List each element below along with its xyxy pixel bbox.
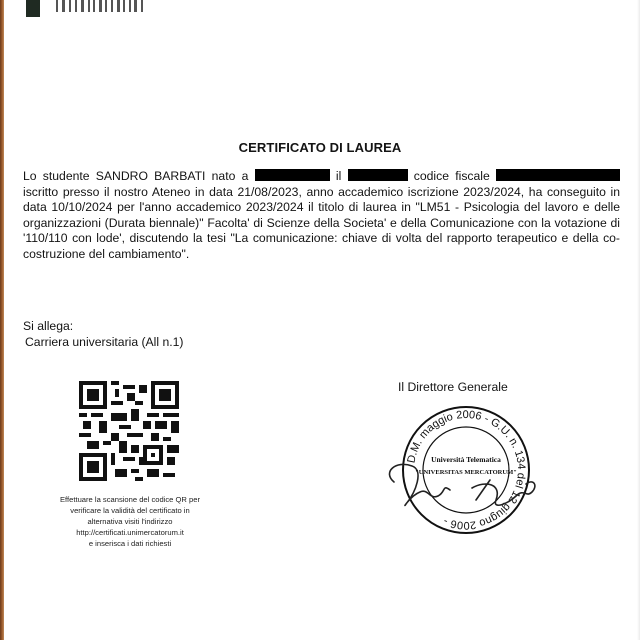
- qr-caption: [22, 494, 238, 549]
- stamp-outer-text: D.M. maggio 2006 - G.U. n. 134 del 12 giugno 2006 -: [405, 408, 528, 532]
- qr-code: [79, 381, 179, 481]
- redacted-birthplace: [255, 169, 330, 181]
- body-text-part: iscritto presso il nostro Ateneo in data 21/08/2023, anno accademico iscrizione 2023/2024, ha conseguito in data 10/10/2024 per l'anno accademico 2023/2024 il titolo di laurea in "LM51 - Psicologia del lavoro e delle organizzazioni (Durata biennale)" Facolta' di Scienze della Societa' e della Comunicazione con la votazione di '110/110 con lode', discutendo la tesi "La comunicazione: chiave di volta del rapporto terapeutico e della co-costruzione del cambiamento".: [23, 184, 620, 261]
- stamp-inner-line1: Università Telematica: [431, 455, 501, 464]
- verification-url: http://certificati.unimercatorum.it: [76, 528, 184, 537]
- barcode: [56, 0, 150, 12]
- qr-caption-line: alternativa visiti l'indirizzo: [87, 517, 173, 526]
- attachments: [23, 318, 184, 350]
- body-text-part: codice fiscale: [407, 169, 497, 183]
- certificate-body: [23, 169, 620, 262]
- redacted-birth-date: [348, 169, 408, 181]
- qr-caption-line: verificare la validità del certificato in: [70, 506, 190, 515]
- stamp-inner-line2: "UNIVERSITAS MERCATORUM": [415, 469, 517, 476]
- attachments-heading: Si allega:: [23, 319, 74, 333]
- body-text-part: Lo studente SANDRO BARBATI nato a: [23, 169, 255, 183]
- redacted-tax-code: [496, 169, 620, 181]
- qr-caption-line: Effettuare la scansione del codice QR per: [59, 495, 200, 504]
- photo-stub: [26, 0, 40, 17]
- qr-caption-line: e inserisca i dati richiesti: [88, 539, 172, 548]
- background-edge: [0, 0, 4, 640]
- document-title: CERTIFICATO DI LAUREA: [238, 140, 402, 155]
- signatory-role: Il Direttore Generale: [398, 380, 508, 394]
- header-strip: [26, 0, 150, 16]
- body-text-part: il: [329, 169, 348, 183]
- official-stamp: [376, 400, 556, 540]
- attachment-item: Carriera universitaria (All n.1): [25, 335, 184, 349]
